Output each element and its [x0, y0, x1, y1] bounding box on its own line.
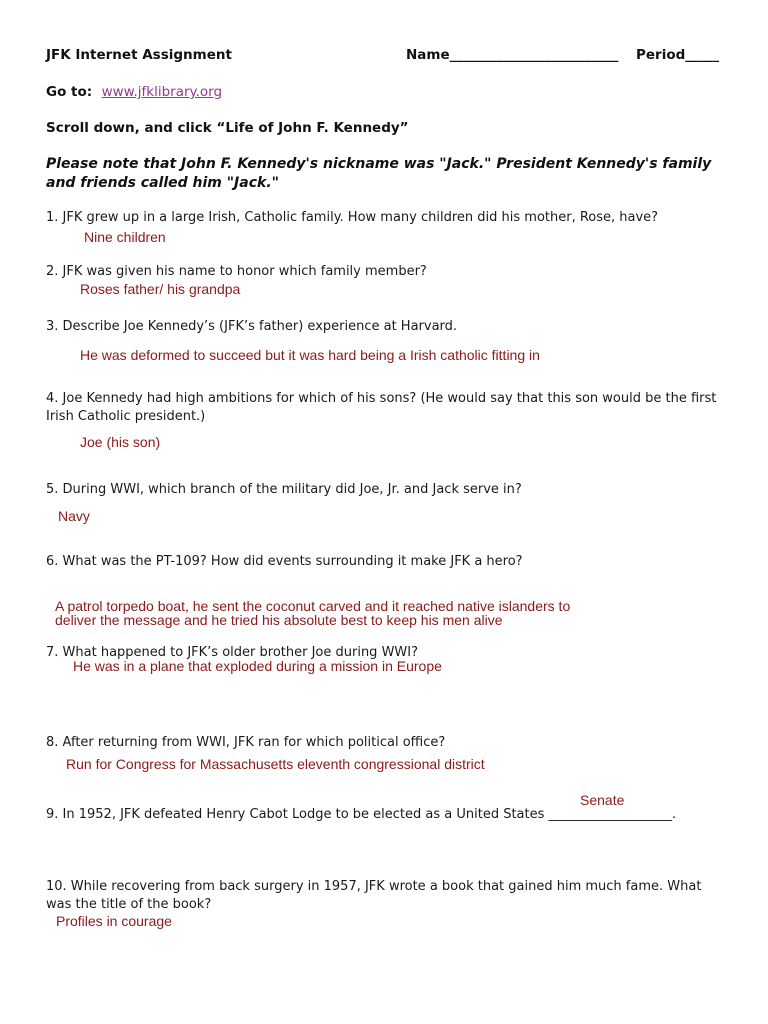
nickname-note: Please note that John F. Kennedy's nickname was "Jack." President Kennedy's family and friends called him "Jack." — [46, 156, 712, 191]
goto-label: Go to: — [46, 84, 93, 100]
question-8: 8. After returning from WWI, JFK ran for which political office? — [46, 735, 446, 750]
answer-9: Senate — [580, 792, 625, 808]
answer-1: Nine children — [84, 229, 166, 245]
question-9: 9. In 1952, JFK defeated Henry Cabot Lodge to be elected as a United States ___________________. — [46, 807, 677, 822]
goto-line — [46, 84, 222, 100]
name-field[interactable]: Name_________________________ — [406, 47, 619, 63]
answer-5: Navy — [58, 508, 90, 524]
question-2: 2. JFK was given his name to honor which family member? — [46, 264, 427, 279]
answer-4: Joe (his son) — [80, 434, 161, 450]
assignment-title: JFK Internet Assignment — [46, 47, 232, 63]
question-5: 5. During WWI, which branch of the military did Joe, Jr. and Jack serve in? — [46, 482, 522, 497]
question-4: 4. Joe Kennedy had high ambitions for which of his sons? (He would say that this son would be the first Irish Catholic president.) — [46, 391, 717, 424]
question-7: 7. What happened to JFK’s older brother Joe during WWI? — [46, 645, 419, 660]
answer-6: A patrol torpedo boat, he sent the coconut carved and it reached native islanders to deliver the message and he tried his absolute best to keep his men alive — [55, 599, 571, 628]
question-10: 10. While recovering from back surgery in 1957, JFK wrote a book that gained him much fame. What was the title of the book? — [46, 879, 702, 912]
question-3: 3. Describe Joe Kennedy’s (JFK’s father) experience at Harvard. — [46, 319, 458, 334]
answer-2: Roses father/ his grandpa — [80, 281, 241, 297]
question-6: 6. What was the PT-109? How did events surrounding it make JFK a hero? — [46, 554, 523, 569]
period-field[interactable]: Period_____ — [636, 47, 720, 63]
answer-7: He was in a plane that exploded during a mission in Europe — [73, 658, 442, 674]
answer-8: Run for Congress for Massachusetts eleventh congressional district — [66, 756, 485, 772]
jfk-library-link[interactable]: www.jfklibrary.org — [101, 84, 223, 100]
answer-10: Profiles in courage — [56, 913, 172, 929]
scroll-instruction: Scroll down, and click “Life of John F. Kennedy” — [46, 120, 409, 136]
answer-3: He was deformed to succeed but it was hard being a Irish catholic fitting in — [80, 347, 540, 363]
question-1: 1. JFK grew up in a large Irish, Catholic family. How many children did his mother, Rose, have? — [46, 210, 659, 225]
